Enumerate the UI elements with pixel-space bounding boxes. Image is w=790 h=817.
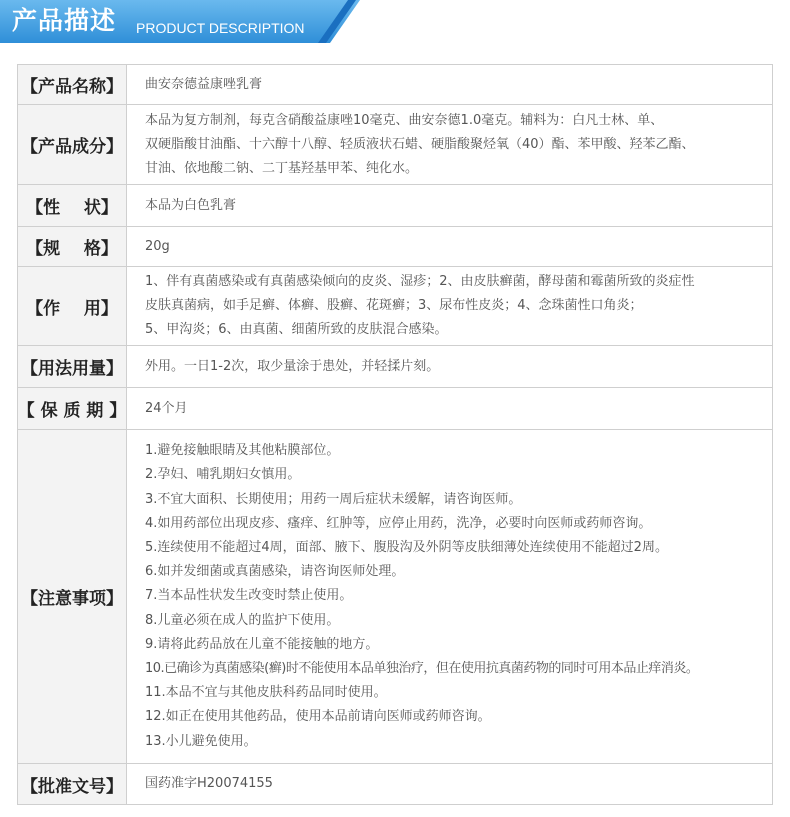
table-row-precautions	[18, 430, 772, 764]
value-line: 5.连续使用不能超过4周，面部、腋下、腹股沟及外阴等皮肤细薄处连续使用不能超过2周。	[145, 539, 668, 555]
row-label: 【注意事项】	[18, 430, 127, 763]
row-value	[127, 430, 772, 763]
value-line: 外用。一日1-2次，取少量涂于患处，并轻揉片刻。	[145, 358, 440, 374]
row-value	[127, 105, 772, 184]
table-row-shelf-life	[18, 388, 772, 430]
section-title-en: PRODUCT DESCRIPTION	[136, 20, 305, 36]
value-line: 4.如用药部位出现皮疹、瘙痒、红肿等，应停止用药，洗净，必要时向医师或药师咨询。	[145, 515, 652, 531]
value-line: 本品为复方制剂，每克含硝酸益康唑10毫克、曲安奈德1.0毫克。辅料为：白凡士林、单、	[145, 112, 664, 128]
row-label: 【产品成分】	[18, 105, 127, 184]
value-line: 曲安奈德益康唑乳膏	[145, 76, 263, 92]
value-line: 2.孕妇、哺乳期妇女慎用。	[145, 467, 301, 483]
value-line: 13.小儿避免使用。	[145, 733, 257, 749]
value-line: 24个月	[145, 400, 188, 416]
table-row-ingredients	[18, 105, 772, 185]
product-info-table	[17, 64, 773, 805]
value-line: 甘油、依地酸二钠、二丁基羟基甲苯、纯化水。	[145, 160, 419, 176]
value-line: 本品为白色乳膏	[145, 197, 237, 213]
value-line: 双硬脂酸甘油酯、十六醇十八醇、轻质液状石蜡、硬脂酸聚烃氧（40）酯、苯甲酸、羟苯乙酯、	[145, 136, 695, 152]
row-value	[127, 185, 772, 226]
row-label: 【批准文号】	[18, 764, 127, 804]
row-label: 【性 状】	[18, 185, 127, 226]
section-title-cn: 产品描述	[12, 6, 117, 35]
value-line: 皮肤真菌病，如手足癣、体癣、股癣、花斑癣；3、尿布性皮炎；4、念珠菌性口角炎；	[145, 298, 643, 313]
row-value	[127, 65, 772, 104]
row-value	[127, 388, 772, 429]
value-line: 国药准字H20074155	[145, 776, 273, 791]
value-line: 7.当本品性状发生改变时禁止使用。	[145, 588, 353, 604]
table-row-appearance	[18, 185, 772, 227]
banner-tail	[330, 0, 790, 43]
table-row-name	[18, 65, 772, 105]
value-line: 8.儿童必须在成人的监护下使用。	[145, 612, 340, 628]
value-line: 10.已确诊为真菌感染(癣)时不能使用本品单独治疗，但在使用抗真菌药物的同时可用本品止痒消炎。	[145, 661, 699, 676]
table-row-usage	[18, 346, 772, 388]
value-line: 9.请将此药品放在儿童不能接触的地方。	[145, 636, 379, 652]
row-label: 【 保 质 期 】	[18, 388, 127, 429]
value-line: 5、甲沟炎；6、由真菌、细菌所致的皮肤混合感染。	[145, 322, 448, 337]
row-label: 【规 格】	[18, 227, 127, 266]
value-line: 6.如并发细菌或真菌感染，请咨询医师处理。	[145, 564, 405, 580]
value-line: 3.不宜大面积、长期使用；用药一周后症状未缓解，请咨询医师。	[145, 491, 522, 507]
row-value	[127, 267, 772, 345]
value-line: 12.如正在使用其他药品，使用本品前请向医师或药师咨询。	[145, 709, 491, 725]
row-value	[127, 764, 772, 804]
row-value	[127, 346, 772, 387]
header-banner	[0, 0, 790, 43]
row-value	[127, 227, 772, 266]
table-row-spec	[18, 227, 772, 267]
value-line: 11.本品不宜与其他皮肤科药品同时使用。	[145, 685, 387, 701]
row-label: 【作 用】	[18, 267, 127, 345]
value-line: 1、伴有真菌感染或有真菌感染倾向的皮炎、湿疹；2、由皮肤癣菌，酵母菌和霉菌所致的炎症性	[145, 274, 695, 289]
value-line: 1.避免接触眼睛及其他粘膜部位。	[145, 443, 340, 459]
row-label: 【产品名称】	[18, 65, 127, 104]
table-row-approval	[18, 764, 772, 804]
value-line: 20g	[145, 238, 170, 254]
row-label: 【用法用量】	[18, 346, 127, 387]
table-row-action	[18, 267, 772, 346]
